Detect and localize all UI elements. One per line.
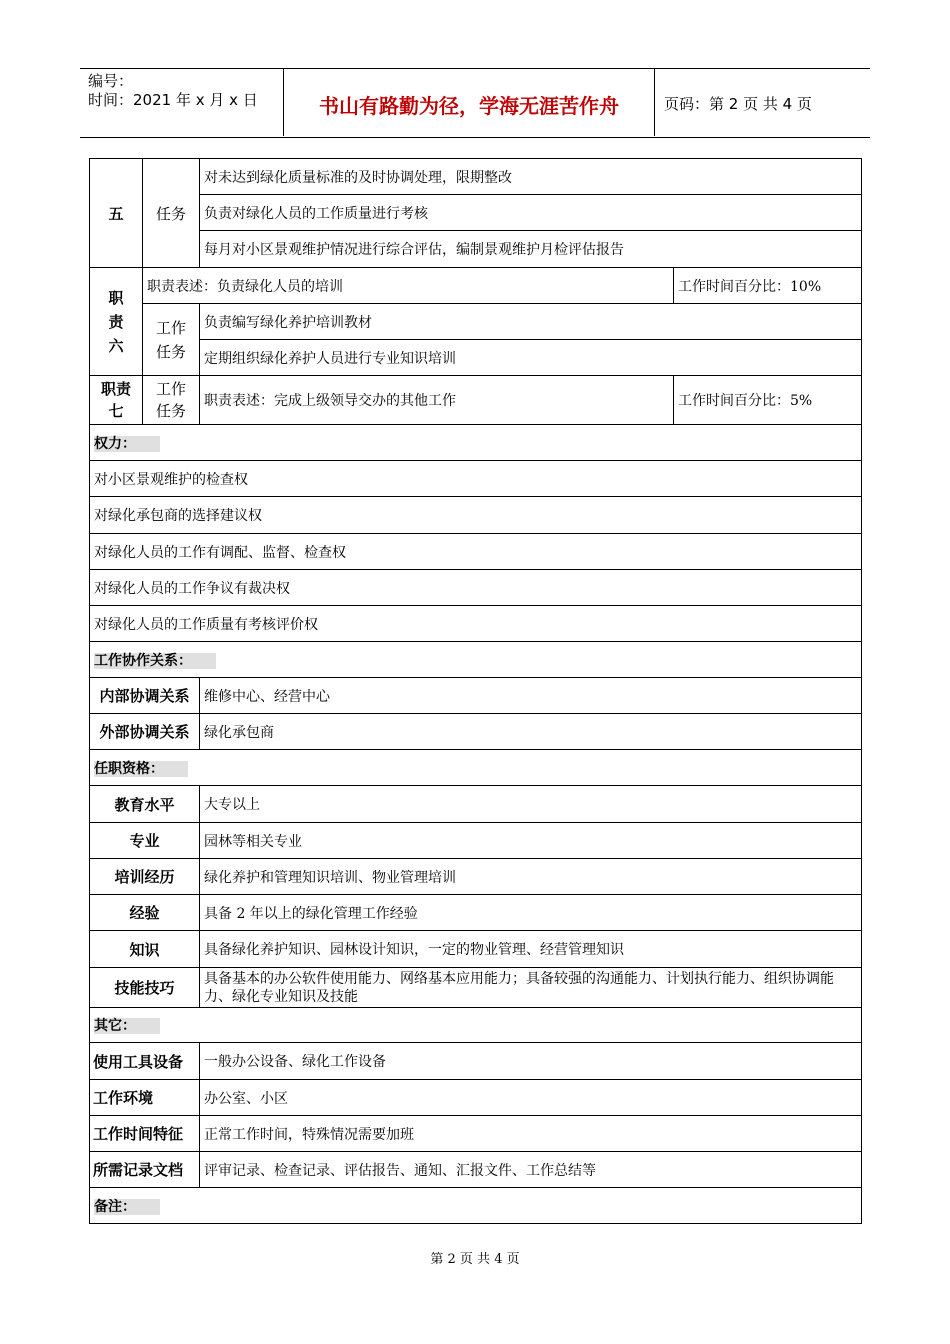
relations-row (90, 678, 862, 714)
duty6-task-row (90, 340, 862, 376)
qualifications-title: 任职资格： (94, 761, 188, 777)
qualification-label: 知识 (90, 931, 200, 968)
other-section-header (90, 1008, 862, 1043)
duty7-label: 职责七 (90, 376, 143, 425)
header-motto: 书山有路勤为径，学海无涯苦作舟 (319, 94, 619, 118)
qualification-value: 绿化养护和管理知识培训、物业管理培训 (200, 859, 862, 895)
document-number: 编号： (88, 72, 134, 90)
duty5-task: 负责对绿化人员的工作质量进行考核 (200, 195, 862, 231)
duty7-row (90, 376, 862, 425)
duty6-description-row (90, 268, 862, 304)
qualification-label: 技能技巧 (90, 968, 200, 1008)
duty6-task: 定期组织绿化养护人员进行专业知识培训 (200, 340, 862, 376)
other-label: 所需记录文档 (90, 1152, 200, 1188)
other-value: 正常工作时间，特殊情况需要加班 (200, 1116, 862, 1152)
qualification-row (90, 968, 862, 1008)
qualification-value: 大专以上 (200, 786, 862, 823)
duty6-label (90, 268, 143, 376)
other-value: 评审记录、检查记录、评估报告、通知、汇报文件、工作总结等 (200, 1152, 862, 1188)
duty5-task-row (90, 159, 862, 195)
job-description-table (89, 158, 862, 1224)
other-title: 其它： (94, 1018, 160, 1034)
other-row (90, 1152, 862, 1188)
relations-section-header (90, 642, 862, 678)
other-label: 工作环境 (90, 1080, 200, 1116)
other-value: 办公室、小区 (200, 1080, 862, 1116)
duty6-time-percent: 工作时间百分比：10% (674, 268, 862, 304)
qualification-value: 具备基本的办公软件使用能力、网络基本应用能力；具备较强的沟通能力、计划执行能力、组织协调能力、绿化专业知识及技能 (200, 968, 862, 1008)
duty6-task: 负责编写绿化养护培训教材 (200, 304, 862, 340)
qualification-label: 专业 (90, 823, 200, 859)
authority-row (90, 497, 862, 534)
qualification-label: 培训经历 (90, 859, 200, 895)
external-relations-label: 外部协调关系 (90, 714, 200, 750)
other-row (90, 1080, 862, 1116)
internal-relations-value: 维修中心、经营中心 (200, 678, 862, 714)
qualification-value: 具备绿化养护知识、园林设计知识，一定的物业管理、经营管理知识 (200, 931, 862, 968)
remarks-section-header (90, 1188, 862, 1224)
duty5-task: 每月对小区景观维护情况进行综合评估，编制景观维护月检评估报告 (200, 231, 862, 268)
duty6-task-label: 工作任务 (143, 304, 200, 376)
qualification-row (90, 823, 862, 859)
authority-row (90, 461, 862, 497)
authority-row (90, 534, 862, 570)
header-divider (654, 68, 655, 136)
duty7-time-percent: 工作时间百分比：5% (674, 376, 862, 425)
page-footer: 第 2 页 共 4 页 (430, 1252, 520, 1267)
authority-item: 对绿化承包商的选择建议权 (90, 497, 862, 534)
qualification-row (90, 895, 862, 931)
duty7-task-label: 工作任务 (143, 376, 200, 425)
authority-item: 对小区景观维护的检查权 (90, 461, 862, 497)
remarks-title: 备注： (94, 1199, 160, 1215)
relations-title: 工作协作关系： (94, 653, 216, 669)
authority-item: 对绿化人员的工作争议有裁决权 (90, 570, 862, 606)
duty6-description: 职责表述：负责绿化人员的培训 (143, 268, 674, 304)
authority-row (90, 570, 862, 606)
qualification-value: 园林等相关专业 (200, 823, 862, 859)
internal-relations-label: 内部协调关系 (90, 678, 200, 714)
duty5-task-label: 任务 (143, 159, 200, 268)
other-row (90, 1116, 862, 1152)
duty6-label-char: 六 (108, 336, 124, 355)
qualification-row (90, 786, 862, 823)
duty5-task-row (90, 231, 862, 268)
duty6-task-row (90, 304, 862, 340)
other-label: 工作时间特征 (90, 1116, 200, 1152)
authority-item: 对绿化人员的工作质量有考核评价权 (90, 606, 862, 642)
authority-item: 对绿化人员的工作有调配、监督、检查权 (90, 534, 862, 570)
other-label: 使用工具设备 (90, 1043, 200, 1080)
qualification-label: 经验 (90, 895, 200, 931)
duty7-description: 职责表述：完成上级领导交办的其他工作 (200, 376, 674, 425)
qualification-label: 教育水平 (90, 786, 200, 823)
qualification-row (90, 859, 862, 895)
qualification-value: 具备 2 年以上的绿化管理工作经验 (200, 895, 862, 931)
relations-row (90, 714, 862, 750)
other-value: 一般办公设备、绿化工作设备 (200, 1043, 862, 1080)
duty6-label-char: 责 (108, 312, 124, 331)
external-relations-value: 绿化承包商 (200, 714, 862, 750)
document-date: 时间：2021 年 x 月 x 日 (88, 91, 258, 109)
qualifications-section-header (90, 750, 862, 786)
duty5-number: 五 (90, 159, 143, 268)
authority-title: 权力： (94, 436, 160, 452)
header-page-number: 页码：第 2 页 共 4 页 (664, 95, 812, 113)
duty5-task-row (90, 195, 862, 231)
duty6-label-char: 职 (108, 288, 124, 307)
header-meta (88, 72, 258, 110)
qualification-row (90, 931, 862, 968)
duty5-task: 对未达到绿化质量标准的及时协调处理，限期整改 (200, 159, 862, 195)
other-row (90, 1043, 862, 1080)
authority-section-header (90, 425, 862, 461)
authority-row (90, 606, 862, 642)
